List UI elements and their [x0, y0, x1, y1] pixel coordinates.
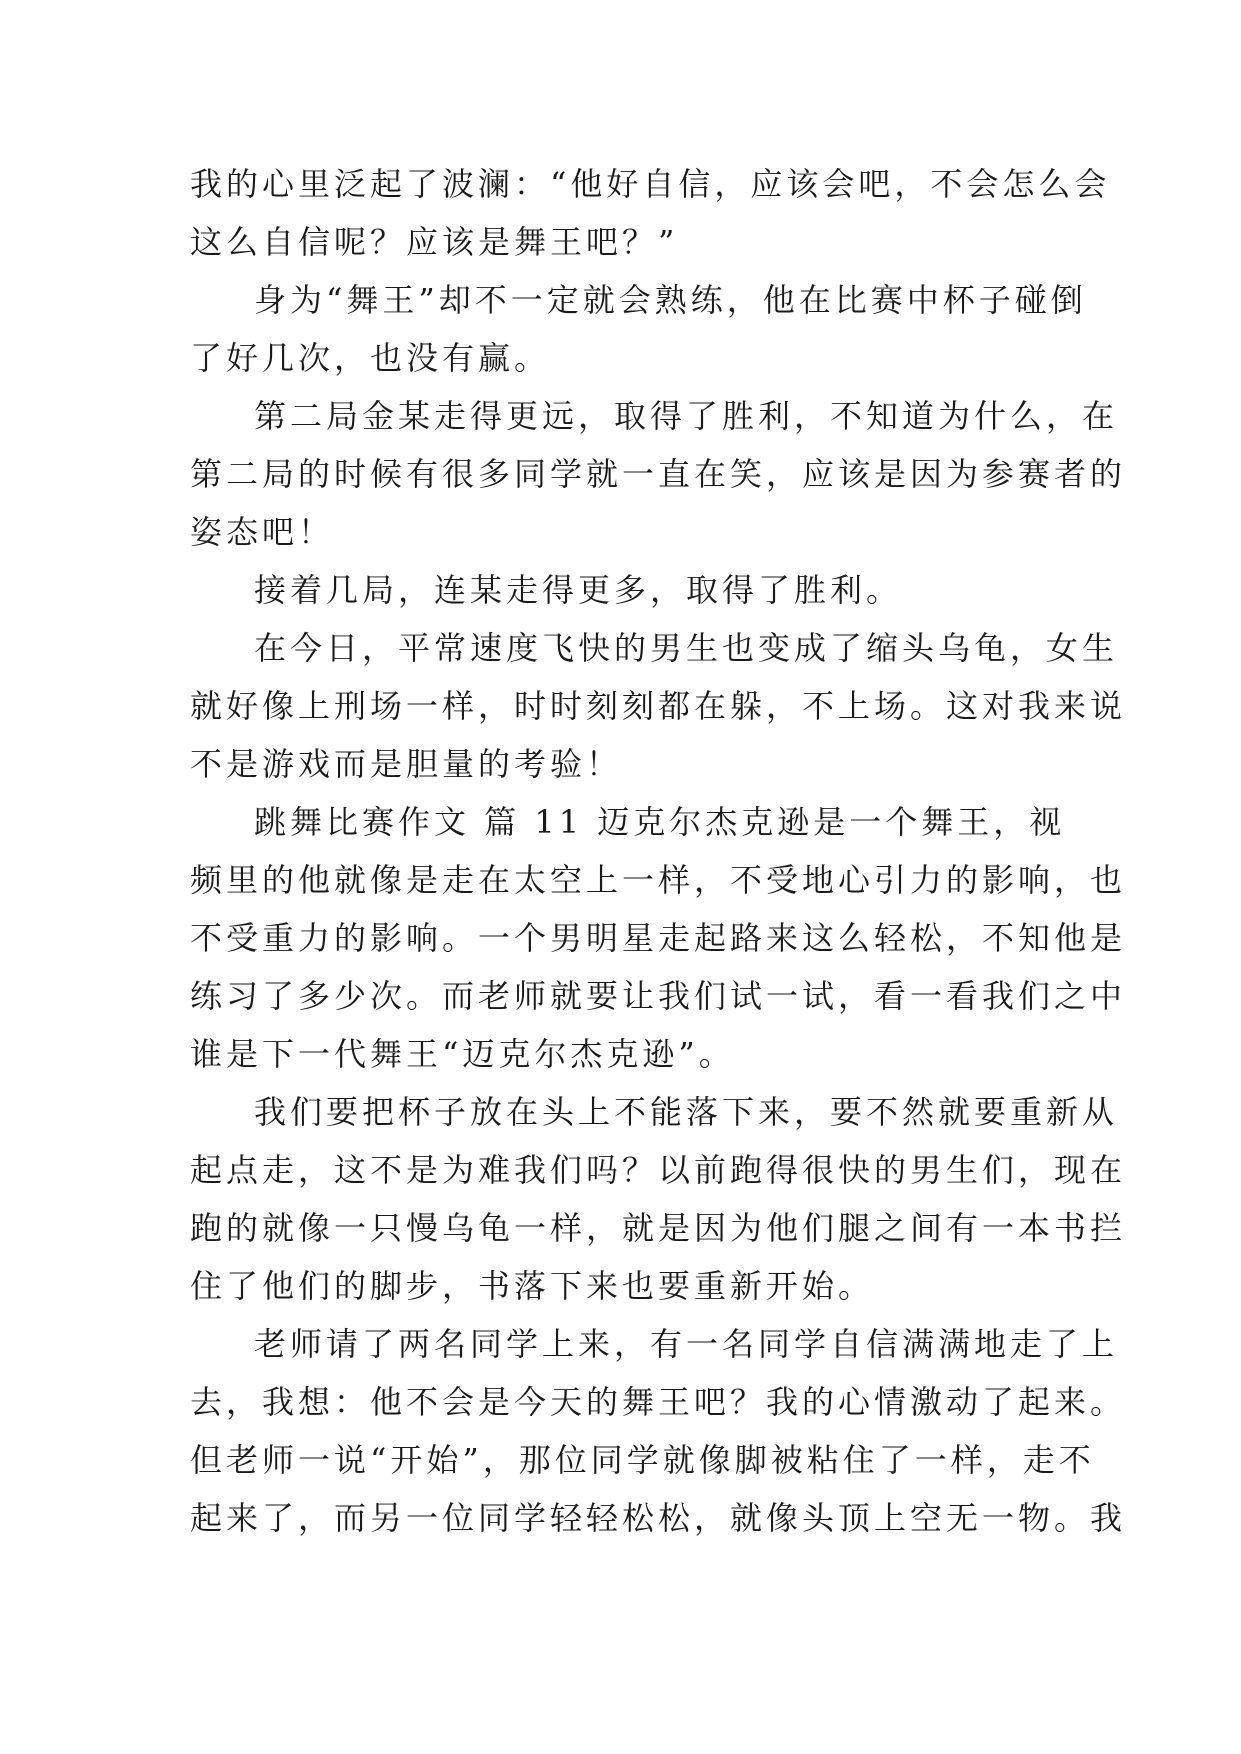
text-line: 不是游戏而是胆量的考验！ [190, 745, 623, 783]
text-line: 在今日，平常速度飞快的男生也变成了缩头乌龟，女生 [254, 629, 1119, 667]
text-line: 但老师一说“开始”，那位同学就像脚被粘住了一样，走不 [190, 1441, 1095, 1479]
text-line: 老师请了两名同学上来，有一名同学自信满满地走了上 [254, 1325, 1119, 1363]
document-body [190, 155, 1127, 1547]
text-line: 这么自信呢？应该是舞王吧？” [190, 223, 679, 261]
text-line: 接着几局，连某走得更多，取得了胜利。 [254, 571, 903, 609]
text-line: 去，我想：他不会是今天的舞王吧？我的心情激动了起来。 [190, 1383, 1127, 1421]
text-line: 我的心里泛起了波澜：“他好自信，应该会吧，不会怎么会 [190, 165, 1111, 203]
text-line: 住了他们的脚步，书落下来也要重新开始。 [190, 1267, 875, 1305]
text-line: 第二局的时候有很多同学就一直在笑，应该是因为参赛者的 [190, 455, 1127, 493]
text-line: 就好像上刑场一样，时时刻刻都在躲，不上场。这对我来说 [190, 687, 1127, 725]
text-line: 身为“舞王”却不一定就会熟练，他在比赛中杯子碰倒 [254, 281, 1087, 319]
section-heading-line: 跳舞比赛作文 篇 11 迈克尔杰克逊是一个舞王，视 [254, 803, 1066, 841]
text-line: 练习了多少次。而老师就要让我们试一试，看一看我们之中 [190, 977, 1127, 1015]
text-line: 了好几次，也没有赢。 [190, 339, 551, 377]
text-line: 起来了，而另一位同学轻轻松松，就像头顶上空无一物。我 [190, 1499, 1127, 1537]
text-line: 频里的他就像是走在太空上一样，不受地心引力的影响，也 [190, 861, 1127, 899]
text-line: 第二局金某走得更远，取得了胜利，不知道为什么，在 [254, 397, 1119, 435]
text-line: 我们要把杯子放在头上不能落下来，要不然就要重新从 [254, 1093, 1119, 1131]
text-line: 跑的就像一只慢乌龟一样，就是因为他们腿之间有一本书拦 [190, 1209, 1127, 1247]
text-line: 不受重力的影响。一个男明星走起路来这么轻松，不知他是 [190, 919, 1127, 957]
text-line: 起点走，这不是为难我们吗？以前跑得很快的男生们，现在 [190, 1151, 1127, 1189]
text-line: 姿态吧！ [190, 513, 335, 551]
text-line: 谁是下一代舞王“迈克尔杰克逊”。 [190, 1035, 735, 1073]
